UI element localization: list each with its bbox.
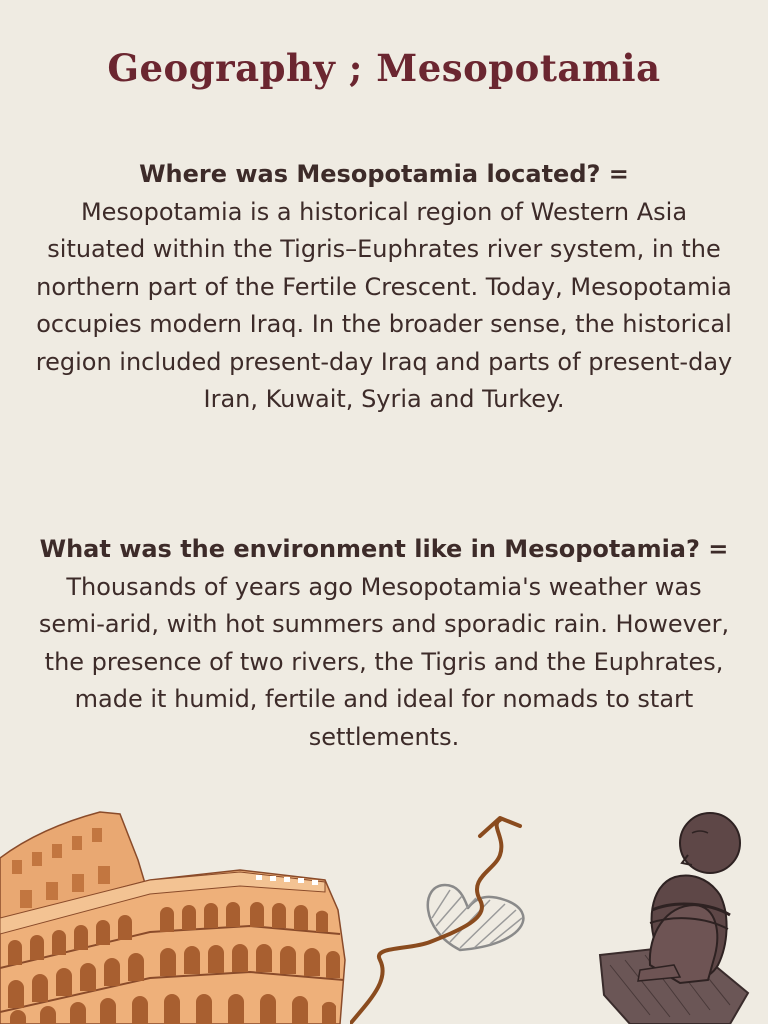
section-answer: Thousands of years ago Mesopotamia's weather was semi-arid, with hot summers and sporadic rain. However, the presence of two rivers, the Tigris and the Euphrates, made it humid, fertile and ideal for nomads to start settlements. bbox=[38, 572, 730, 751]
section-environment bbox=[30, 531, 738, 756]
page-title: Geography ; Mesopotamia bbox=[107, 46, 661, 90]
section-question: Where was Mesopotamia located? = bbox=[139, 160, 629, 188]
section-answer: Mesopotamia is a historical region of Western Asia situated within the Tigris–Euphrates river system, in the northern part of the Fertile Crescent. Today, Mesopotamia occupies modern Iraq. In the broader sense, the historical region included present-day Iraq and parts of present-day Iran, Kuwait, Syria and Turkey. bbox=[35, 197, 733, 413]
seated-statue-illustration bbox=[590, 805, 768, 1024]
section-location bbox=[30, 156, 738, 419]
colosseum-illustration bbox=[0, 800, 350, 1024]
section-question: What was the environment like in Mesopotamia? = bbox=[39, 535, 729, 563]
arrow-heart-doodle bbox=[350, 800, 550, 1024]
